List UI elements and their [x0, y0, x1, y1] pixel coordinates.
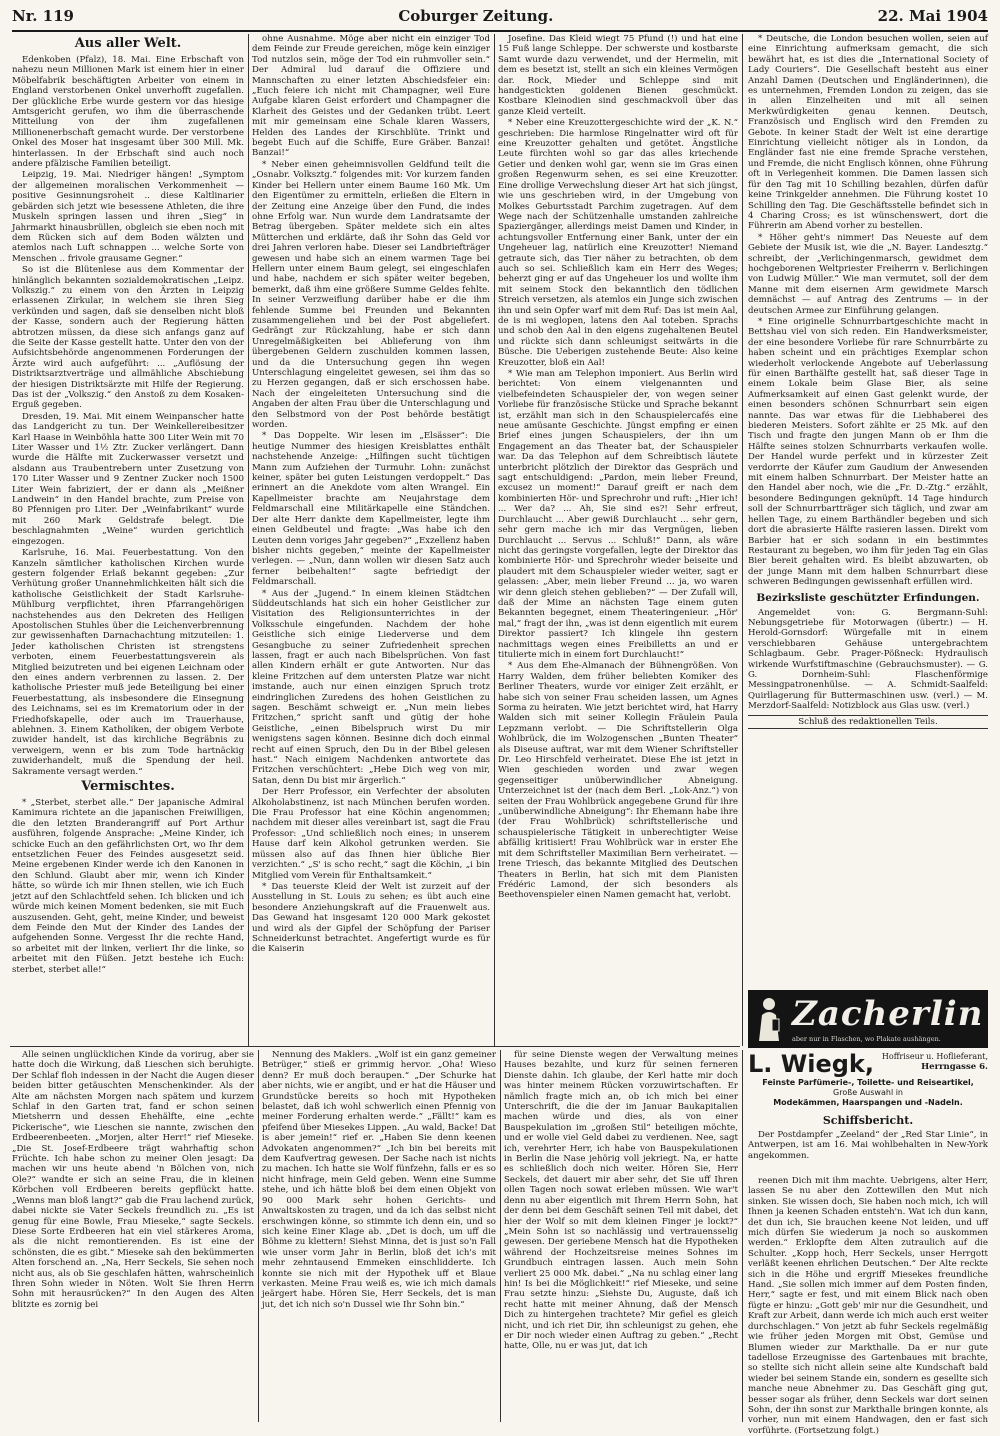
section-title-vermischtes: Vermischtes. [81, 779, 175, 795]
column-1 [12, 34, 244, 1044]
article-doppelte: * Das Doppelte. Wir lesen im „Elsässer“: Die heutige Nummer des hiesigen Kreisblattes enthält nachstehende Anzeige: „Hilfingen sucht tüchtigen Mann zum Aufziehen der Turmuhr. Lohn: zunächst keiner, später bei guten Leistungen verdoppelt.“ Das erinnert an die Anekdote vom alten Wrangel. Ein Kapellmeister brachte am Neujahrstage dem Feldmarschall eine Militärkapelle eine Ständchen. Der alte Herr dankte dem Kapellmeister, legte ihm einen Geldbeutel und fragte: „Was habe ich den Leuten denn voriges Jahr gegeben?“ „Exzellenz haben bisher nichts gegeben,“ meinte der Kapellmeister verlegen. — „Nun, dann wollen wir diesen Satz auch ferner beibehalten!“ sagte befriedigt der Feldmarschall. [252, 431, 490, 588]
column-3 [498, 34, 738, 1044]
article-sterbet-cont: ohne Ausnahme. Möge aber nicht ein einziger Tod dem Feinde zur Freude gereichen, möge kein einziger Tod nutzlos sein, möge der Tod ein ruhmvoller sein.“ Der Admiral lud darauf die Offiziere und Mannschaften zu einer letzten Abschiedsfeier ein: „Euch feiere ich nicht mit Champagner, weil Eure Aufgabe klaren Geist erfordert und Champagner die Klarheit des Geistes und der Gedanken trübt. Leert mit mir gemeinsam eine Schale klaren Wassers, Helden des Landes der Kirschblüte. Trinkt und begebt Euch auf die Schiffe, Eure Gräber. Banzai! Banzai!“ [252, 34, 490, 159]
ad-tagline: aber nur in Flaschen, wo Plakate aushängen. [792, 1035, 941, 1043]
ship-report-title: Schiffsbericht. [822, 1114, 914, 1127]
ad-wiegk-role: Hoffriseur u. Hoflieferant, [881, 1052, 988, 1061]
article-teuerste-kleid: * Das teuerste Kleid der Welt ist zurzeit auf der Ausstellung in St. Louis zu sehen; es übt auch eine besondere Anziehungskraft auf die Frauenwelt aus. Das Gewand hat insgesamt 120 000 Mark gekostet und wird als der Gipfel der Schöpfung der Pariser Schneiderkunst betrachtet. Angefertigt wurde es für die Kaiserin [252, 881, 490, 955]
column-rule [248, 34, 249, 1046]
column-4 [748, 34, 988, 984]
serial-rule [10, 1046, 740, 1047]
paper-title: Coburger Zeitung. [398, 7, 554, 25]
article-jugend: * Aus der „Jugend.“ In einem kleinen Städtchen Süddeutschlands hat sich ein hoher Geistlicher zur Visitation des Religionsunterrichtes in der Volksschule eingefunden. Nachdem der hohe Geistliche sich einige Liederverse und dem Gesangbuche zu seiner Zufriedenheit sprechen lassen, fragt er auch nach Bibelsprüchen. Von fast allen Kindern erhält er gute Antworten. Nur das kleine Fritzchen auf dem untersten Platze war nicht imstande, auch nur einen einzigen Spruch trotz eindringlichen Zuredens des hohen Geistlichen zu sagen. Beschämt schweigt er. „Nun mein liebes Fritzchen,“ spricht sanft und gütig der hohe Geistliche, „einen Bibelspruch wirst Du mir wenigstens sagen können. Besinne dich doch einmal recht auf einen Spruch, den Du in der Bibel gelesen hast.“ Nach einigem Nachdenken antwortete das Fritzchen verschüchtert: „Hebe Dich weg von mir, Satan, denn Du bist mir ärgerlich.“ [252, 588, 490, 786]
ship-report-text: Der Postdampfer „Zeeland“ der „Red Star Linie“, in Antwerpen, ist am 16. Mai wohlbehalten in New-York angekommen. [748, 1130, 988, 1161]
article-erfindungen: Angemeldet von: G. Bergmann-Suhl: Nebungsgetriebe für Motorwagen (übertr.) — H. Herold-Gornsdorf: Würgefalle mit in einem verschiebbaren Gehäuse untergebrachtem Schlagbaum. Gebr. Prager-Pößneck: Hydraulisch wirkende Wurfstiftmaschine (Gebrauchsmuster). — G. G. Dornheim-Suhl: Flaschenförmige Messingpatronenhülse. — A. Schmidt-Saalfeld: Quirllagerung für Buttermaschinen usw. (verl.) — M. Merzdorf-Saalfeld: Notizblock aus Glas usw. (verl.) [748, 607, 988, 712]
article-geldfund: * Neber einen geheimnisvollen Geldfund teilt die „Osnabr. Volksztg.“ folgendes mit: Vor kurzem fanden Kinder bei Hellern unter einem Baume 160 Mk. Um den Eigentümer zu ermitteln, erließen die Eltern in der Zeitung eine Anzeige über den Fund, die indes ohne Erfolg war. Nun wurde dem Landratsamte der Betrag übergeben. Später meldete sich ein altes Mütterchen und erklärte, daß ihr Sohn das Geld vor drei Jahren verloren habe. Dieser sei Landbriefträger gewesen und habe sich an einem warmen Tage bei Hellern unter einem Baum gelegt, sei eingeschlafen und habe, nachdem er sich später weiter begeben, bemerkt, daß ihm eine größere Summe Geldes fehlte. In seiner Verzweiflung darüber habe er die ihm fehlende Summe bei Freunden und Bekannten zusammengeliehen und bei der Post abgeliefert. Gedrängt zur Rückzahlung, habe er sich dann Unregelmäßigkeiten bei Ablieferung von ihm übergebenen Geldern zuschulden kommen lassen, und da die Untersuchung gegen ihn wegen Unterschlagung eingeleitet gewesen, sei ihm das so zu Herzen gegangen, daß er sich erschossen habe. Nach der eingeleiteten Untersuchung sind die Angaben der alten Frau über die Unterschlagung und den Selbstmord von der Post behörde bestätigt worden. [252, 159, 490, 431]
column-rule [742, 34, 743, 1046]
serial-column-4 [748, 1176, 988, 1436]
ad-wiegk [748, 1050, 988, 1107]
article-hoeher: * Höher geht's nimmer! Das Neueste auf dem Gebiete der Musik ist, wie die „N. Bayer. Landesztg.“ schreibt, der „Verlichingenmarsch, gewidmet dem hochgeborenen Weltpriester Freiherrn v. Berlichingen von Ludwig Müller.“ Wie man vermutet, soll der dem Manne mit dem eisernen Arm gewidmete Marsch demnächst — auf Antrag des Zentrums — in der deutschen Armee zur Einführung gelangen. [748, 232, 988, 316]
ad-wiegk-address: Herrngasse 6. [921, 1062, 988, 1072]
article-leipzig-cont: So ist die Blütenlese aus dem Kommentar der hinlänglich bekannten sozialdemokratischen „Leipz. Volkszig.“ zu einem von den Ärzten in Leipzig erlassenen Zirkular, in welchem sie ihren Sieg verkünden und sagen, daß sie denselben nicht bloß der Kasse, sondern auch der Regierung hätten abtrotzen müssen, da diese sich anfangs ganz auf die Seite der Kasse gestellt hatte. Unter den von der Aufsichtsbehörde angenommenen Forderungen der Ärzte wird auch aufgeführt: ... „Auflösung der Distriktsarztverträge und allmähliche Abschiebung der hiesigen Distriktsärzte mit Hilfe der Regierung. Das ist der „Volkszig.“ den Anstoß zu dem Kosaken-Erguß gegeben. [12, 265, 244, 411]
article-leipzig: Leipzig, 19. Mai. Niedriger hängen! „Symptom der allgemeinen moralischen Verkommenheit — positive Gesinnungsroheit .. diese Kaltlinarier gebärden sich jetzt wie besessene Athleten, die ihre Muskeln springen lassen und ihren „Sieg“ in Jahrmarkt hinausbrüllen, obgleich sie eben noch mit dem Rücken sich auf dem Boden wälzten und atemlos nach Luft schnappen ... welche Sorte von Menschen .. frivole grausame Gegner.“ [12, 170, 244, 264]
article-ehe-almanach: * Aus dem Ehe-Almanach der Bühnengrößen. Von Harry Walden, dem früher beliebten Komiker des Berliner Theaters, wurde vor einiger Zeit erzählt, er habe sich von seiner Frau scheiden lassen, um Agnes Sorma zu heiraten. Wie jetzt berichtet wird, hat Harry Walden sich mit seiner Kollegin Fräulein Paula Lepzmann verlobt. — Die Schriftstellerin Olga Wohlbrück, die im Wolzogenschen „Bunten Theater“ als Diseuse auftrat, war mit dem Wiener Schriftsteller Dr. Leo Hirschfeld verheiratet. Diese Ehe ist jetzt in Wien geschieden worden und zwar wegen gegenseitiger unüberwindlicher Abneigung. Unterzeichnet ist der (nach dem Berl. „Lok-Anz.“) von seiten der Frau Wohlbrück angegebene Grund für ihre „unüberwindliche Abneigung“: Ihr Ehemann habe ihre (der Frau Wohlbrück) schriftstellerische und schauspielerische Tätigkeit in unberechtigter Weise abfällig kritisiert! Frau Wohlbrück war in erster Ehe mit dem Schriftsteller Maximilian Bern verheiratet. — Irene Triesch, das bekannte Mitglied des Deutschen Theaters in Berlin, hat sich mit dem Pianisten Frédéric Lamond, der sich besonders als Beethovenspieler einen Namen gemacht hat, verlobt. [498, 661, 738, 901]
ad-wiegk-name: L. Wiegk, [748, 1050, 874, 1078]
column-rule [500, 1050, 501, 1422]
serial-text-3: für seine Dienste wegen der Verwaltung meines Hauses bezahlte, und kurz für seinen ferneren Dienste dahin. Ich glaube, der Kerl hatte mir doch was hinter meinem Rücken vorzuwirtschaften. Er nämlich fragte mich an, ob ich mich bei einer Unterschrift, die die der im Januar Baukapitalien machen würde und dies, als von einer Bauspekulation im „großen Stil“ beteiligen möchte, und er wolle viel Geld dabei zu verdienen. Nee, sagt ich, verehrter Herr, ich habe von Bauspekulationen in Berlin die Nase jehörig voll jekriegt. Na, er hatte es schließlich doch nich weiter. Hören Sie, Herr Seckels, det dauert mir aber sehr, det Sie uff Ihren ollen Tagen noch sowat erleben müssen. Wie war't denn nu aber eigentlich mit Ihrem Herrn Sohn, hat der denn bei dem Geschäft seinen Teil mit dabei, det hier der Wolf so mit dem kleinen Finger je lockt?“ „Mein Sohn ist so nachlässig und vertrauensselig gewesen. Der geriebene Mensch hat die Hypotheken während der Hochzeitsreise meines Sohnes im Grundbuch eintragen lassen. Auch mein Sohn verliert 25 000 Mk. dabei.“ „Na nu schlag einer lang hin! Is bei die Möglichkeit!“ rief Mieseke, und seine Frau setzte hinzu: „Siehste Du, Auguste, daß ich recht hatte mit meiner Ahnung, daß der Mensch Dich zu hintergehen trachtete? Mir gefiel es gleich nicht, und ich riet Dir, ihn schleunigst zu gehen, ehe er Dir noch wieder einen Auftrag zu geben.“ „Recht hatte, Olle, nu er was jut, dat ich [504, 1050, 738, 1352]
column-rule [494, 34, 495, 1046]
ad-wiegk-products: Feinste Parfümerie-, Toilette- und Reiseartikel, [762, 1078, 974, 1087]
article-kleid-cont: Josefine. Das Kleid wiegt 75 Pfund (!) und hat eine 15 Fuß lange Schleppe. Der schwerste und kostbarste Samt wurde dazu verwendet, und der Hermelin, mit dem es besetzt ist, stellt an sich ein kleines Vermögen dar. Rock, Mieder und Schleppe sind mit handgestickten goldenen Bienen geschmückt. Kostbare Kleinodien sind geschmackvoll über das ganze Kleid verteilt. [498, 34, 738, 117]
article-schnurrbart: * Eine originelle Schnurrbartgeschichte macht in Bettshau viel von sich reden. Ein Handwerksmeister, der eine besondere Vorliebe für rare Schnurrbärte zu haben scheint und ein prächtiges Exemplar schon wiederholt verlockende Angebote auf Ueberlassung für einen Barthälfte gestellt hat, saß dieser Tage in einem Lokale beim Glase Bier, als seine Aufmerksamkeit auf einen Gast gelenkt wurde, der einen besonders schönen Schnurrbart sein eigen nannte. Das war etwas für die Liebhaberei des biederen Meisters. Sofort zählte er 25 Mk. auf den Tisch und fragte den jungen Mann ob er Ihm die Hälfte seines stolzen Schnurrbarts verkaufen wolle. Der Handel wurde perfekt und in kürzester Zeit verdorrte der Käufer zum Gaudium der Anwesenden mit einem halben Schnurrbart. Der Meister hatte an den Handel aber noch, wie die „Fr. D.-Ztg.“ erzählt, besondere Bedingungen geknüpft. 14 Tage hindurch soll der Schnurrbartträger sich täglich, und zwar am hellen Tage, zu einem Barthändler begeben und sich dort die abrasierte Hälfte rasieren lassen. Direkt vom Barbier hat er sich sodann in ein bestimmtes Restaurant zu begeben, wo ihm für jeden Tag ein Glas Bier bereit gehalten wird. Es bleibt abzuwarten, ob der junge Mann mit dem halben Schnurrbart diese schweren Bedingungen gewissenhaft erfüllen wird. [748, 316, 988, 588]
ad-wiegk-body [748, 1078, 988, 1108]
serial-text-4: reenen Dich mit ihm machte. Uebrigens, alter Herr, lassen Se nu aber den Zottewillen den Mut nich sinken. Sie wissen doch, Sie haben noch mich, ich will Ihnen ja keenen Schaden entsteh'n. Wat ich dun kann, det dun ich, Sie brauchen keene Not leiden, und uff mich dürfen Sie wiederum ja noch so auskommen werden.“ Erklopfte dem Alten zutraulich auf die Schulter. „Kopp hoch, Herr Seckels, unser Herrgott verläßt keenen ehrlichen Deutschen.“ Der Alte reckte sich in die Höhe und ergriff Miesekes freundliche Hand. „Sie sollen mich immer auf dem Posten finden, Herr,“ sagte er fest, und mit einem Blick nach oben fügte er hinzu: „Gott geb' mir nur die Gesundheit, und Kraft zur Arbeit, dann werde ich mich auch erst weiter durchschlagen.“ Von jetzt ab fuhr Seckels regelmäßig wie früher jeden Morgen mit Obst, Gemüse und Blumen wieder zur Markthalle. Da er nur gute tadellose Erzeugnisse des Gartenbaues mit brachte, so stellte sich nicht allein seine alte Kundschaft bald wieder bei seinem Stande ein, sondern es gesellte sich manche neue Abnehmer zu. Das Geschäft ging gut, besser sogar als früher, denn Seckels war dort seinen Sohn, der ihn sonst zur Markthalle bringen konnte, als vorher, nun mit einem Handwagen, den er fast sich vorführte. (Fortsetzung folgt.) [748, 1176, 988, 1436]
article-professor: Der Herr Professor, ein Verfechter der absoluten Alkoholabstinenz, ist nach München berufen worden. Die Frau Professor hat eine Köchin angenommen; nachdem mit dieser alles vereinbart ist, sagt die Frau Professor: „Und schließlich noch eines; in unserem Hause darf kein Alkohol getrunken werden. Sie müssen also auf das Ihnen hier übliche Bier verzichten.“ „S' is scho recht,“ sagt die Köchin, „i bin Mitglied vom Verein für Enthaltsamkeit.“ [252, 787, 490, 881]
ad-wiegk-selection: Große Auswahl in [833, 1088, 903, 1097]
article-edenkoben: Edenkoben (Pfalz), 18. Mai. Eine Erbschaft von nahezu neun Millionen Mark ist einem hier in einer Möbelfabrik beschäftigten Arbeiter von einem in England verstorbenen Onkel unverhofft zugefallen. Der glückliche Erbe wurde gestern vor das hiesige Amtsgericht gerufen, wo ihm die überraschende Mitteilung von der ihm zugefallenen Millionenerbschaft gemacht wurde. Der verstorbene Onkel des Moser hat insgesamt über 300 Mill. Mk. hinterlassen. In der Erbschaft sind auch noch andere pfälzische Familien beteiligt. [12, 55, 244, 170]
serial-column-1 [12, 1050, 254, 1422]
article-karlsruhe: Karlsruhe, 16. Mai. Feuerbestattung. Von den Kanzeln sämtlicher katholischen Kirchen wurde gestern folgender Erlaß bekannt gegeben: „Zur Verhütung großer Unannehmlichkeiten hält sich die katholische Geistlichkeit der Stadt Karlsruhe-Mühlburg verpflichtet, ihren Pfarrangehörigen nachstehendes aus den Dekreten des Heiligen Apostolischen Stuhles über die Leichenverbrennung zur gewissenhaften Darnachachtung mitzuteilen: 1. Jeder katholischen Christen ist strengstens verboten, einem Feuerbestattungsverein als Mitglied beizutreten und bei eigenen Leichnam oder den eines andern verbrennen zu lassen. 2. Der katholische Priester muß jede Beteiligung bei einer Feuerbestattung, als insbesondere die Einsegnung des Leichnams, sei es im Krematorium oder in der Friedhofskapelle, oder auch im Trauerhause, ablehnen. 3. Einem Katholiken, der obigem Verbote zuwider handelt, ist das kirchliche Begräbnis zu verweigern, wenn er bis zum Tode hartnäckig zuwiderhandelt, muß die Spendung der heil. Sakramente versagt werden.“ [12, 548, 244, 777]
article-kreuzotter: * Neber eine Kreuzottergeschichte wird der „K. N.“ geschrieben: Die harmlose Ringelnatter wird oft für eine Kreuzotter gehalten und getötet. Ängstliche Leute fürchten wohl so gar das alles kriechende Getier und denken wohl gar, wenn sie im Gras einen großen Regenwurm sehen, es sei eine Kreuzotter. Eine drollige Verwechslung dieser Art hat sich jüngst, wie uns geschrieben wird, in der Umgebung von Molkes Geburtsstadt Parchim zugetragen. Auf dem Wege nach der Schützenhalle umstanden zahlreiche Spaziergänger, allerdings meist Damen und Kinder, in achtungsvoller Entfernung einer Bank, unter der ein Ungeheuer lag, natürlich eine Kreuzotter! Niemand getraute sich, das Tier näher zu betrachten, ob dem auch so sei. Schließlich kam ein Herr des Weges; beherzt ging er auf das Ungeheuer los und wollte ihm mit seinem Stock den bekanntlich den tödlichen Streich versetzen, als atemlos ein Junge sich zwischen ihn und sein Opfer warf mit dem Ruf: Das ist mein Aal, de is mi weglopen, latens den Aal toteben. Sprachs und schob den Aal in den eigens zugehaltenen Beutel und rückte sich dann schleunigst seitwärts in die Büsche. Die Ueberigen zustehende Beute: Also keine Kreuzotter, bloß ein Aal! [498, 118, 738, 368]
article-london: * Deutsche, die London besuchen wollen, seien auf eine Einrichtung aufmerksam gemacht, die sich bewährt hat, es ist dies die „International Society of Lady Couriers“. Die Gesellschaft besteht aus einer Anzahl Damen (Deutschen und Engländerinnen), die es unternehmen, Fremden London zu zeigen, das sie in allen Einzelheiten und mit all seinen Merkwürdigkeiten genau kennen. Deutsch, Französisch und Englisch wird den Fremden zu Gebote. In keiner Stadt der Welt ist eine derartige Einrichtung vielleicht nötiger als in London, da Engländer fast nie eine fremde Sprache verstehen, und Fremde, die nicht Englisch können, ohne Führung oft in Verlegenheit kommen. Die Damen lassen sich für den Tag mit 10 Schilling bezahlen, dürfen dafür keine Trinkgelder annehmen. Die Führung kostet 10 Schilling den Tag. Die Geschäftsstelle befindet sich in 4 Charing Cross; es ist wünschenswert, dort die Führerin am Abend vorher zu bestellen. [748, 34, 988, 232]
article-telephon: * Wie man am Telephon imponiert. Aus Berlin wird berichtet: Von einem vielgenannten und vielbefeindeten Schauspieler der, von wegen seiner Vorliebe für französische Stücke und Sprache bekannt ist, erzählt man sich in den Schauspielercafés eine neue amüsante Geschichte. Jüngst empfing er einen Brief eines jungen Schauspielers, der ihn um Engagement an das Theater bat, der Schauspieler war. Da das Telephon auf dem Schreibtisch läutete unterbricht plötzlich der Direktor das Gespräch und sagt entschuldigend: „Pardon, mein lieber Freund, excusez un moment!“ Darauf greift er nach dem kombinierten Hör- und Sprechrohr und ruft: „Hier ich! ... Wer da? ... Ah, Sie sind es?! Sehr erfreut, Durchlaucht ... Aber gewiß Durchlaucht ... sehr gern, sehr gern mache ich mir das Vergnügen, lieben Durchlaucht ... Servus ... Schluß!“ Dann, als wäre nicht das geringste vorgefallen, legte der Direktor das kombinierte Hör- und Sprechrohr wieder beiseite und plaudert mit dem Schauspieler wieder weiter, sagt er gelassen: „Aber, mein lieber Freund ... ja, wo waren wir denn gleich stehen geblieben?“ — Der Zufall will, daß der Mime an nächsten Tage einem guten Bekannten begegnet, einem Theateringenieur. „Hör' mal,“ fragt der ihn, „was ist denn eigentlich mit eurem Direktor passiert? Ich klingele ihn gestern nachmittags wegen eines Freibilletts an und er titulierte mich in einem fort Durchlaucht!“ [498, 369, 738, 660]
issue-number: Nr. 119 [12, 7, 74, 25]
serial-column-2 [262, 1050, 496, 1422]
section-title-aus-aller-welt: Aus aller Welt. [74, 36, 182, 51]
ad-wiegk-items: Modekämmen, Haarspangen und -Nadeln. [773, 1098, 963, 1107]
editorial-end: Schluß des redaktionellen Teils. [748, 715, 988, 729]
column-rule [258, 1050, 259, 1422]
article-sterbet: * „Sterbet, sterbet alle.“ Der japanische Admiral Kamimura richtete an die japanischen Freiwilligen, die den letzten Branderangriff auf Port Arthur ausführen, folgende Ansprache: „Meine Kinder, ich schicke Euch an den gefährlichsten Ort, wo Ihr dem entsetzlichen Feuer des Feindes ausgesetzt seid. Meine ergebenen Kinder werde ich den Kanonen in den Schlund. Glaubt aber mir, wenn ich Kinder hätte, so würde ich mir Ihnen stellen, wie ich Euch jetzt auf den Schlachtfeld sehen. Ich blicken und ich würde mich keinen Moment bedenken, sie mit Euch auszusenden. Geht, geht, meine Kinder, und beweist dem Feinde den Mut der Kinder des Landes der aufgehenden Sonne. Vergesst Ihr die rechte Hand, so arbeitet mit der linken, verliert Ihr die linke, so arbeitet mit den Füßen. Jetzt bestehe ich Euch: sterbet, sterbet alle!“ [12, 798, 244, 975]
ad-wiegk-right [868, 1052, 988, 1072]
article-dresden: Dresden, 19. Mai. Mit einem Weinpanscher hatte das Landgericht zu tun. Der Weinkellereibesitzer Karl Haase in Weinböhla hatte 300 Liter Wein mit 70 Liter Wasser und 1½ Ztr. Zucker verlängert. Dann wurde die Hälfte mit Zuckerwasser versetzt und alsdann aus Traubentrebern unter Zusetzung von 170 Liter Wasser und 9 Zentner Zucker noch 1500 Liter Wein fabriziert, der er dann als „Meißner Landwein“ in den Handel brachte, zum Preise von 80 Pfennigen pro Liter. Der „Weinfabrikant“ wurde mit 260 Mark Geldstrafe belegt. Die beschlagnahmten „Weine“ wurden gerichtlich eingezogen. [12, 411, 244, 547]
serial-text-1: Alle seinen unglücklichen Kinde da vorirug, aber sie hatte doch die Wirkung, daß Lieschen sich beruhigte. Der Schlaf floh indessen in der Nacht die Augen dieser beiden bitter getäuschten Menschenkinder. Als der Alte am nächsten Morgen nach spätem und kurzem Schlaf in den Garten trat, fand er schon seinen Mietsherrn und dessen Ehehälfte, eine „echte Pickerische“, wie Lieschen sie nannte, zwischen den Erdbeerenbeeten. „Morjen, alter Herr!“ rief Mieseke. „Die St. Josef-Erdbeere trägt wahrhaftig schon Früchte. Ich habe schon zu meiner Olen jesagt: Da machen wir uns heute abend 'n Bölchen von, nich Ole?“ wandte er sich an seine Frau, die in kleinen Körbchen voll Erdbeeren bereits gepflückt hatte. „Wenns man bloß langt?“ gab die Frau lachend zurück, dabei nickte sie Vater Seckels freundlich zu. „Es ist genug für eine Bowle, Frau Mieseke,“ sagte Seckels. Diese Sorte Erdbeeren hat ein viel stärkeres Aroma, als die nicht remontierenden. Es ist eine der schönsten, die es gibt.“ Mieseke sah den bekümmerten Alten forschend an. „Na, Herr Seckels, Sie sehen noch nicht aus, als ob Sie geschlafen hätten, wahrscheinlich Ihren Sohn wieder in Nöten. Wolt Sie Ihren Herrn Sohn mit herausrücken?“ In den Augen des Alten blitzte es zornig bei [12, 1050, 254, 1310]
serial-column-3 [504, 1050, 738, 1422]
column-2 [252, 34, 490, 1044]
ship-report [748, 1112, 988, 1172]
masthead [12, 4, 988, 28]
section-title-erfindungen: Bezirksliste geschützter Erfindungen. [756, 591, 980, 604]
column-rule [742, 1050, 743, 1422]
figure-illustration [754, 995, 784, 1041]
ad-zacherlin [748, 990, 988, 1048]
ad-brand-zacherlin: Zacherlin [792, 994, 984, 1034]
issue-date: 22. Mai 1904 [877, 7, 988, 25]
serial-text-2: Nennung des Maklers. „Wolf ist ein ganz gemeiner Betrüger,“ stieß er grimmig hervor. „Oha! Wieso denn? Er muß doch beraupen.“ „Der Schurke hat aber nichts, wie er angibt, und er hat die Häuser und Grundstücke bereits so hoch mit Hypotheken belastet, daß ich wohl schwerlich einen Pfennig von meiner Forderung erhalten werde.“ „Fällt!“ kam es pfeifend über Miesekes Lippen. „Au wald, Backe! Dat is aber jemein!“ rief er. „Haben Sie denn keenen Advokaten angenommen?“ „Ich bin bei bereits mit dem Kaufvertrag gewesen. Der Sache nach ist nichts zu machen. Ich hatte sie Wolf fünfzehn, falls er es so nicht hinfrage, mein Geld geben. Wenn eine Summe stehe, und ich hätte bloß bei dem einen Objekt von 90 000 Mark sehr hohen Gerichts- und Anwaltskosten zu tragen, und da ich das selbst nicht erschwingen könne, so stimmte ich denn ein, und so sich keine Einer Klage ab. „Det is doch, um uff die Böhme zu klettern! Siehst Minna, det is just so'n Fall wie unser vorm Jahr in Berlin, bloß det ich's mit mehr zehntausend Emmeken einschlidderte. Ich konnte sie nich mit der Hypothek uff et Blaue verkasten. Meine Frau weiß es, wie ich mich damals jeärgert habe. Hören Sie, Herr Seckels, det is man jut, det ich nich so'n Dussel wie Ihr Sohn bin.“ [262, 1050, 496, 1310]
